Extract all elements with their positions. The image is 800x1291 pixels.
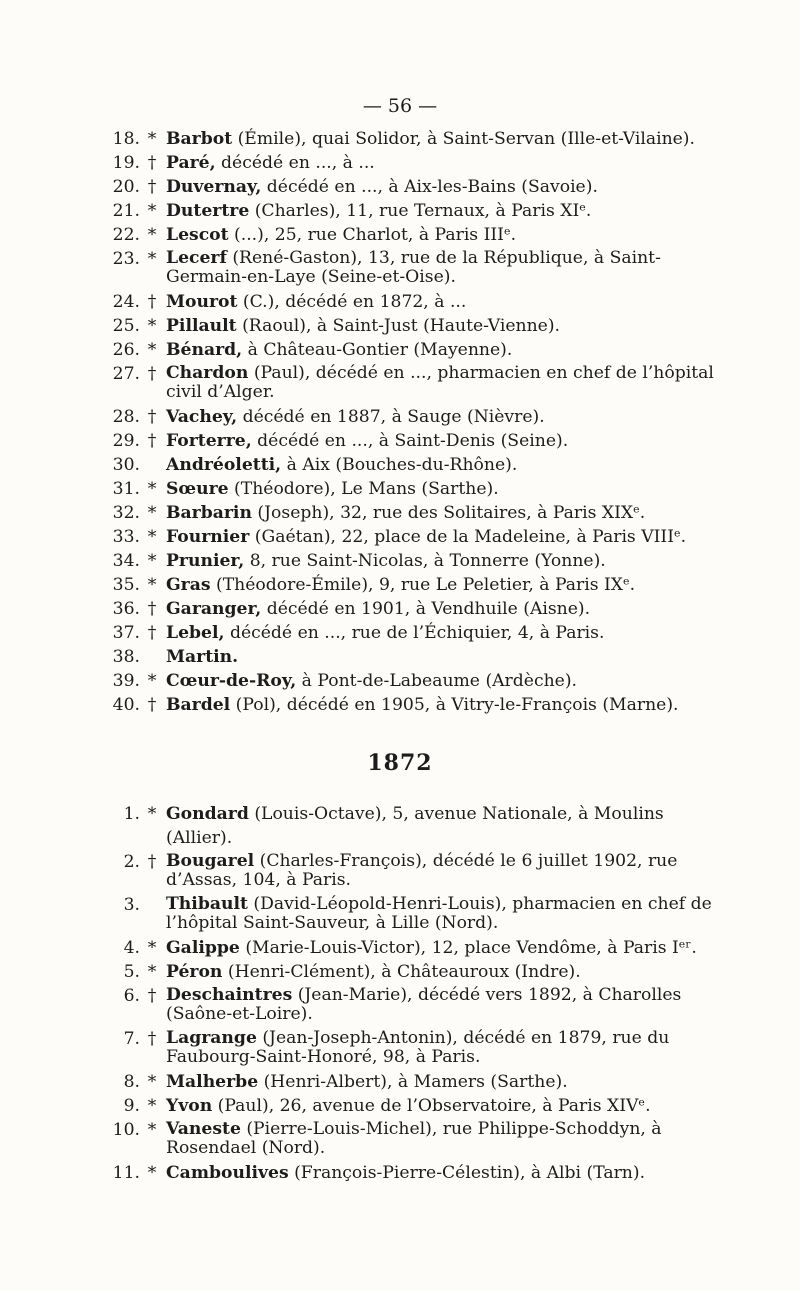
entry-name: Deschaintres bbox=[166, 985, 293, 1005]
list-item bbox=[106, 290, 724, 314]
entry-name: Lebel, bbox=[166, 623, 225, 643]
entry-details: (Charles), 11, rue Ternaux, à Paris XIᵉ. bbox=[249, 201, 592, 221]
entry-number: 38. bbox=[112, 647, 140, 667]
entry-name: Fournier bbox=[166, 527, 250, 547]
entry-details: (Théodore-Émile), 9, rue Le Peletier, à Paris IXᵉ. bbox=[210, 575, 636, 595]
entry-name: Andréoletti, bbox=[166, 455, 282, 475]
entry-number: 35. bbox=[112, 575, 140, 595]
entry-mark: * bbox=[147, 804, 157, 824]
entry-name: Dutertre bbox=[166, 201, 250, 221]
entry-name: Vaneste bbox=[166, 1119, 241, 1139]
entry-number: 9. bbox=[123, 1096, 140, 1116]
list-item bbox=[106, 693, 724, 717]
entry-number: 37. bbox=[112, 623, 140, 643]
entry-number: 1. bbox=[123, 804, 140, 824]
entry-details: décédé en 1901, à Vendhuile (Aisne). bbox=[261, 599, 591, 619]
entry-number: 30. bbox=[112, 455, 140, 475]
list-item bbox=[106, 501, 724, 525]
list-item bbox=[106, 893, 724, 936]
entry-details: (Jean-Marie), décédé vers 1892, à Charolles (Saône-et-Loire). bbox=[166, 985, 682, 1024]
entry-name: Gondard bbox=[166, 804, 249, 824]
list-item bbox=[106, 645, 724, 669]
entry-details: (René-Gaston), 13, rue de la République, à Saint-Germain-en-Laye (Seine-et-Oise). bbox=[166, 248, 661, 287]
entry-details: (C.), décédé en 1872, à ... bbox=[237, 292, 467, 312]
list-item bbox=[106, 549, 724, 573]
entry-details: décédé en ..., à Aix-les-Bains (Savoie). bbox=[261, 177, 598, 197]
entry-details: (...), 25, rue Charlot, à Paris IIIᵉ. bbox=[228, 225, 517, 245]
entry-number: 27. bbox=[112, 364, 140, 384]
list-item bbox=[106, 1027, 724, 1070]
entry-mark: * bbox=[147, 1072, 157, 1092]
list-item bbox=[106, 936, 724, 960]
list-item bbox=[106, 525, 724, 549]
entry-number: 7. bbox=[123, 1029, 140, 1049]
list-item bbox=[106, 151, 724, 175]
entry-name: Sœure bbox=[166, 479, 229, 499]
entry-details: (David-Léopold-Henri-Louis), pharmacien en chef de l’hôpital Saint-Sauveur, à Lille (Nord). bbox=[166, 894, 712, 933]
entry-mark: * bbox=[147, 201, 157, 221]
entry-details: (Émile), quai Solidor, à Saint-Servan (Ille-et-Vilaine). bbox=[232, 129, 695, 149]
list-item bbox=[106, 597, 724, 621]
list-item bbox=[106, 405, 724, 429]
page-number: — 56 — bbox=[362, 95, 438, 117]
entry-name: Chardon bbox=[166, 363, 249, 383]
list-item bbox=[106, 477, 724, 501]
entry-mark: † bbox=[147, 153, 157, 173]
entry-number: 6. bbox=[123, 986, 140, 1006]
list-item bbox=[106, 1118, 724, 1161]
entry-details: à Pont-de-Labeaume (Ardèche). bbox=[296, 671, 577, 691]
entry-details: décédé en ..., rue de l’Échiquier, 4, à Paris. bbox=[224, 623, 605, 643]
entries-list-1872 bbox=[106, 802, 724, 1185]
list-item bbox=[106, 314, 724, 338]
entry-mark: * bbox=[147, 503, 157, 523]
list-item bbox=[106, 669, 724, 693]
entry-number: 40. bbox=[112, 695, 140, 715]
entry-details: (Henri-Albert), à Mamers (Sarthe). bbox=[258, 1072, 568, 1092]
entry-details: (Charles-François), décédé le 6 juillet 1902, rue d’Assas, 104, à Paris. bbox=[166, 851, 678, 890]
entry-number: 26. bbox=[112, 340, 140, 360]
entry-number: 3. bbox=[123, 895, 140, 915]
entry-number: 29. bbox=[112, 431, 140, 451]
entry-mark: † bbox=[147, 292, 157, 312]
entry-number: 8. bbox=[123, 1072, 140, 1092]
entry-number: 28. bbox=[112, 407, 140, 427]
entry-name: Lecerf bbox=[166, 248, 227, 268]
entry-mark bbox=[140, 453, 164, 477]
entry-mark: * bbox=[147, 527, 157, 547]
entry-name: Paré, bbox=[166, 153, 216, 173]
entry-number: 4. bbox=[123, 938, 140, 958]
entry-details: (Paul), 26, avenue de l’Observatoire, à Paris XIVᵉ. bbox=[212, 1096, 651, 1116]
list-item bbox=[106, 429, 724, 453]
list-item bbox=[106, 960, 724, 984]
list-item bbox=[106, 1161, 724, 1185]
entry-details: 8, rue Saint-Nicolas, à Tonnerre (Yonne). bbox=[244, 551, 606, 571]
entry-details: (Joseph), 32, rue des Solitaires, à Paris XIXᵉ. bbox=[251, 503, 646, 523]
list-item bbox=[106, 984, 724, 1027]
entry-details: (Gaétan), 22, place de la Madeleine, à Paris VIIIᵉ. bbox=[249, 527, 687, 547]
entry-mark: † bbox=[147, 407, 157, 427]
entry-mark: * bbox=[147, 671, 157, 691]
entry-details: (Henri-Clément), à Châteauroux (Indre). bbox=[222, 962, 581, 982]
entry-details: (Louis-Octave), 5, avenue Nationale, à Moulins (Allier). bbox=[166, 804, 664, 848]
entry-mark: † bbox=[147, 852, 157, 872]
entry-mark: † bbox=[147, 695, 157, 715]
entry-name: Duvernay, bbox=[166, 177, 262, 197]
entry-number: 19. bbox=[112, 153, 140, 173]
entry-mark: * bbox=[147, 938, 157, 958]
list-item bbox=[106, 1094, 724, 1118]
list-item bbox=[106, 127, 724, 151]
entry-mark: * bbox=[147, 575, 157, 595]
entry-number: 32. bbox=[112, 503, 140, 523]
entry-mark bbox=[140, 893, 164, 936]
entry-details: décédé en ..., à Saint-Denis (Seine). bbox=[251, 431, 569, 451]
list-item bbox=[106, 223, 724, 247]
entry-details: (Raoul), à Saint-Just (Haute-Vienne). bbox=[236, 316, 560, 336]
entry-name: Garanger, bbox=[166, 599, 262, 619]
entry-name: Bougarel bbox=[166, 851, 255, 871]
entry-number: 33. bbox=[112, 527, 140, 547]
entry-number: 25. bbox=[112, 316, 140, 336]
entry-mark: † bbox=[147, 177, 157, 197]
entry-name: Barbot bbox=[166, 129, 233, 149]
entry-details: à Château-Gontier (Mayenne). bbox=[242, 340, 513, 360]
entry-mark: * bbox=[147, 249, 157, 269]
entry-name: Thibault bbox=[166, 894, 248, 914]
list-item bbox=[106, 573, 724, 597]
entry-number: 31. bbox=[112, 479, 140, 499]
entry-number: 5. bbox=[123, 962, 140, 982]
entry-number: 10. bbox=[112, 1120, 140, 1140]
entry-details: décédé en 1887, à Sauge (Nièvre). bbox=[237, 407, 545, 427]
entry-name: Cœur-de-Roy, bbox=[166, 671, 297, 691]
list-item bbox=[106, 175, 724, 199]
entry-details: (François-Pierre-Célestin), à Albi (Tarn). bbox=[288, 1163, 646, 1183]
entry-mark: † bbox=[147, 599, 157, 619]
list-item bbox=[106, 199, 724, 223]
entry-mark: * bbox=[147, 316, 157, 336]
entry-name: Pillault bbox=[166, 316, 237, 336]
year-heading: 1872 bbox=[367, 750, 433, 776]
entry-name: Forterre, bbox=[166, 431, 252, 451]
list-item bbox=[106, 802, 724, 850]
entry-mark: * bbox=[147, 962, 157, 982]
entry-name: Malherbe bbox=[166, 1072, 259, 1092]
list-item bbox=[106, 621, 724, 645]
entry-name: Lagrange bbox=[166, 1028, 257, 1048]
entry-name: Prunier, bbox=[166, 551, 245, 571]
list-item bbox=[106, 362, 724, 405]
entry-number: 36. bbox=[112, 599, 140, 619]
entry-mark: * bbox=[147, 1096, 157, 1116]
entry-name: Gras bbox=[166, 575, 211, 595]
entry-details: à Aix (Bouches-du-Rhône). bbox=[281, 455, 518, 475]
entry-number: 20. bbox=[112, 177, 140, 197]
entry-name: Péron bbox=[166, 962, 223, 982]
entry-number: 22. bbox=[112, 225, 140, 245]
entry-name: Barbarin bbox=[166, 503, 252, 523]
list-item bbox=[106, 1070, 724, 1094]
entry-number: 23. bbox=[112, 249, 140, 269]
entry-details: (Pol), décédé en 1905, à Vitry-le-François (Marne). bbox=[230, 695, 679, 715]
entry-number: 24. bbox=[112, 292, 140, 312]
entry-number: 34. bbox=[112, 551, 140, 571]
entry-mark: * bbox=[147, 551, 157, 571]
entry-mark: † bbox=[147, 431, 157, 451]
entries-list-1871 bbox=[106, 127, 724, 717]
entry-name: Camboulives bbox=[166, 1163, 289, 1183]
entry-details: (Pierre-Louis-Michel), rue Philippe-Schoddyn, à Rosendael (Nord). bbox=[166, 1119, 662, 1158]
entry-mark: * bbox=[147, 340, 157, 360]
entry-name: Mourot bbox=[166, 292, 238, 312]
entry-mark: † bbox=[147, 1029, 157, 1049]
entry-mark: * bbox=[147, 1163, 157, 1183]
list-item bbox=[106, 453, 724, 477]
entry-name: Vachey, bbox=[166, 407, 238, 427]
entry-details: (Jean-Joseph-Antonin), décédé en 1879, rue du Faubourg-Saint-Honoré, 98, à Paris. bbox=[166, 1028, 670, 1067]
entry-details: (Théodore), Le Mans (Sarthe). bbox=[228, 479, 499, 499]
entry-number: 11. bbox=[112, 1163, 140, 1183]
list-item bbox=[106, 850, 724, 893]
entry-name: Bardel bbox=[166, 695, 231, 715]
entry-details: (Marie-Louis-Victor), 12, place Vendôme, à Paris Iᵉʳ. bbox=[239, 938, 697, 958]
entry-name: Lescot bbox=[166, 225, 229, 245]
entry-mark: † bbox=[147, 623, 157, 643]
entry-mark: * bbox=[147, 479, 157, 499]
entry-mark: † bbox=[147, 364, 157, 384]
entry-name: Martin. bbox=[166, 647, 239, 667]
entry-mark: † bbox=[147, 986, 157, 1006]
entry-mark: * bbox=[147, 129, 157, 149]
entry-mark bbox=[140, 645, 164, 669]
entry-details: décédé en ..., à ... bbox=[215, 153, 375, 173]
entry-mark: * bbox=[147, 1120, 157, 1140]
entry-number: 18. bbox=[112, 129, 140, 149]
entry-details: (Paul), décédé en ..., pharmacien en chef de l’hôpital civil d’Alger. bbox=[166, 363, 714, 402]
entry-name: Bénard, bbox=[166, 340, 243, 360]
list-item bbox=[106, 247, 724, 290]
entry-number: 21. bbox=[112, 201, 140, 221]
entry-number: 39. bbox=[112, 671, 140, 691]
list-item bbox=[106, 338, 724, 362]
entry-name: Galippe bbox=[166, 938, 240, 958]
entry-mark: * bbox=[147, 225, 157, 245]
entry-number: 2. bbox=[123, 852, 140, 872]
entry-name: Yvon bbox=[166, 1096, 213, 1116]
